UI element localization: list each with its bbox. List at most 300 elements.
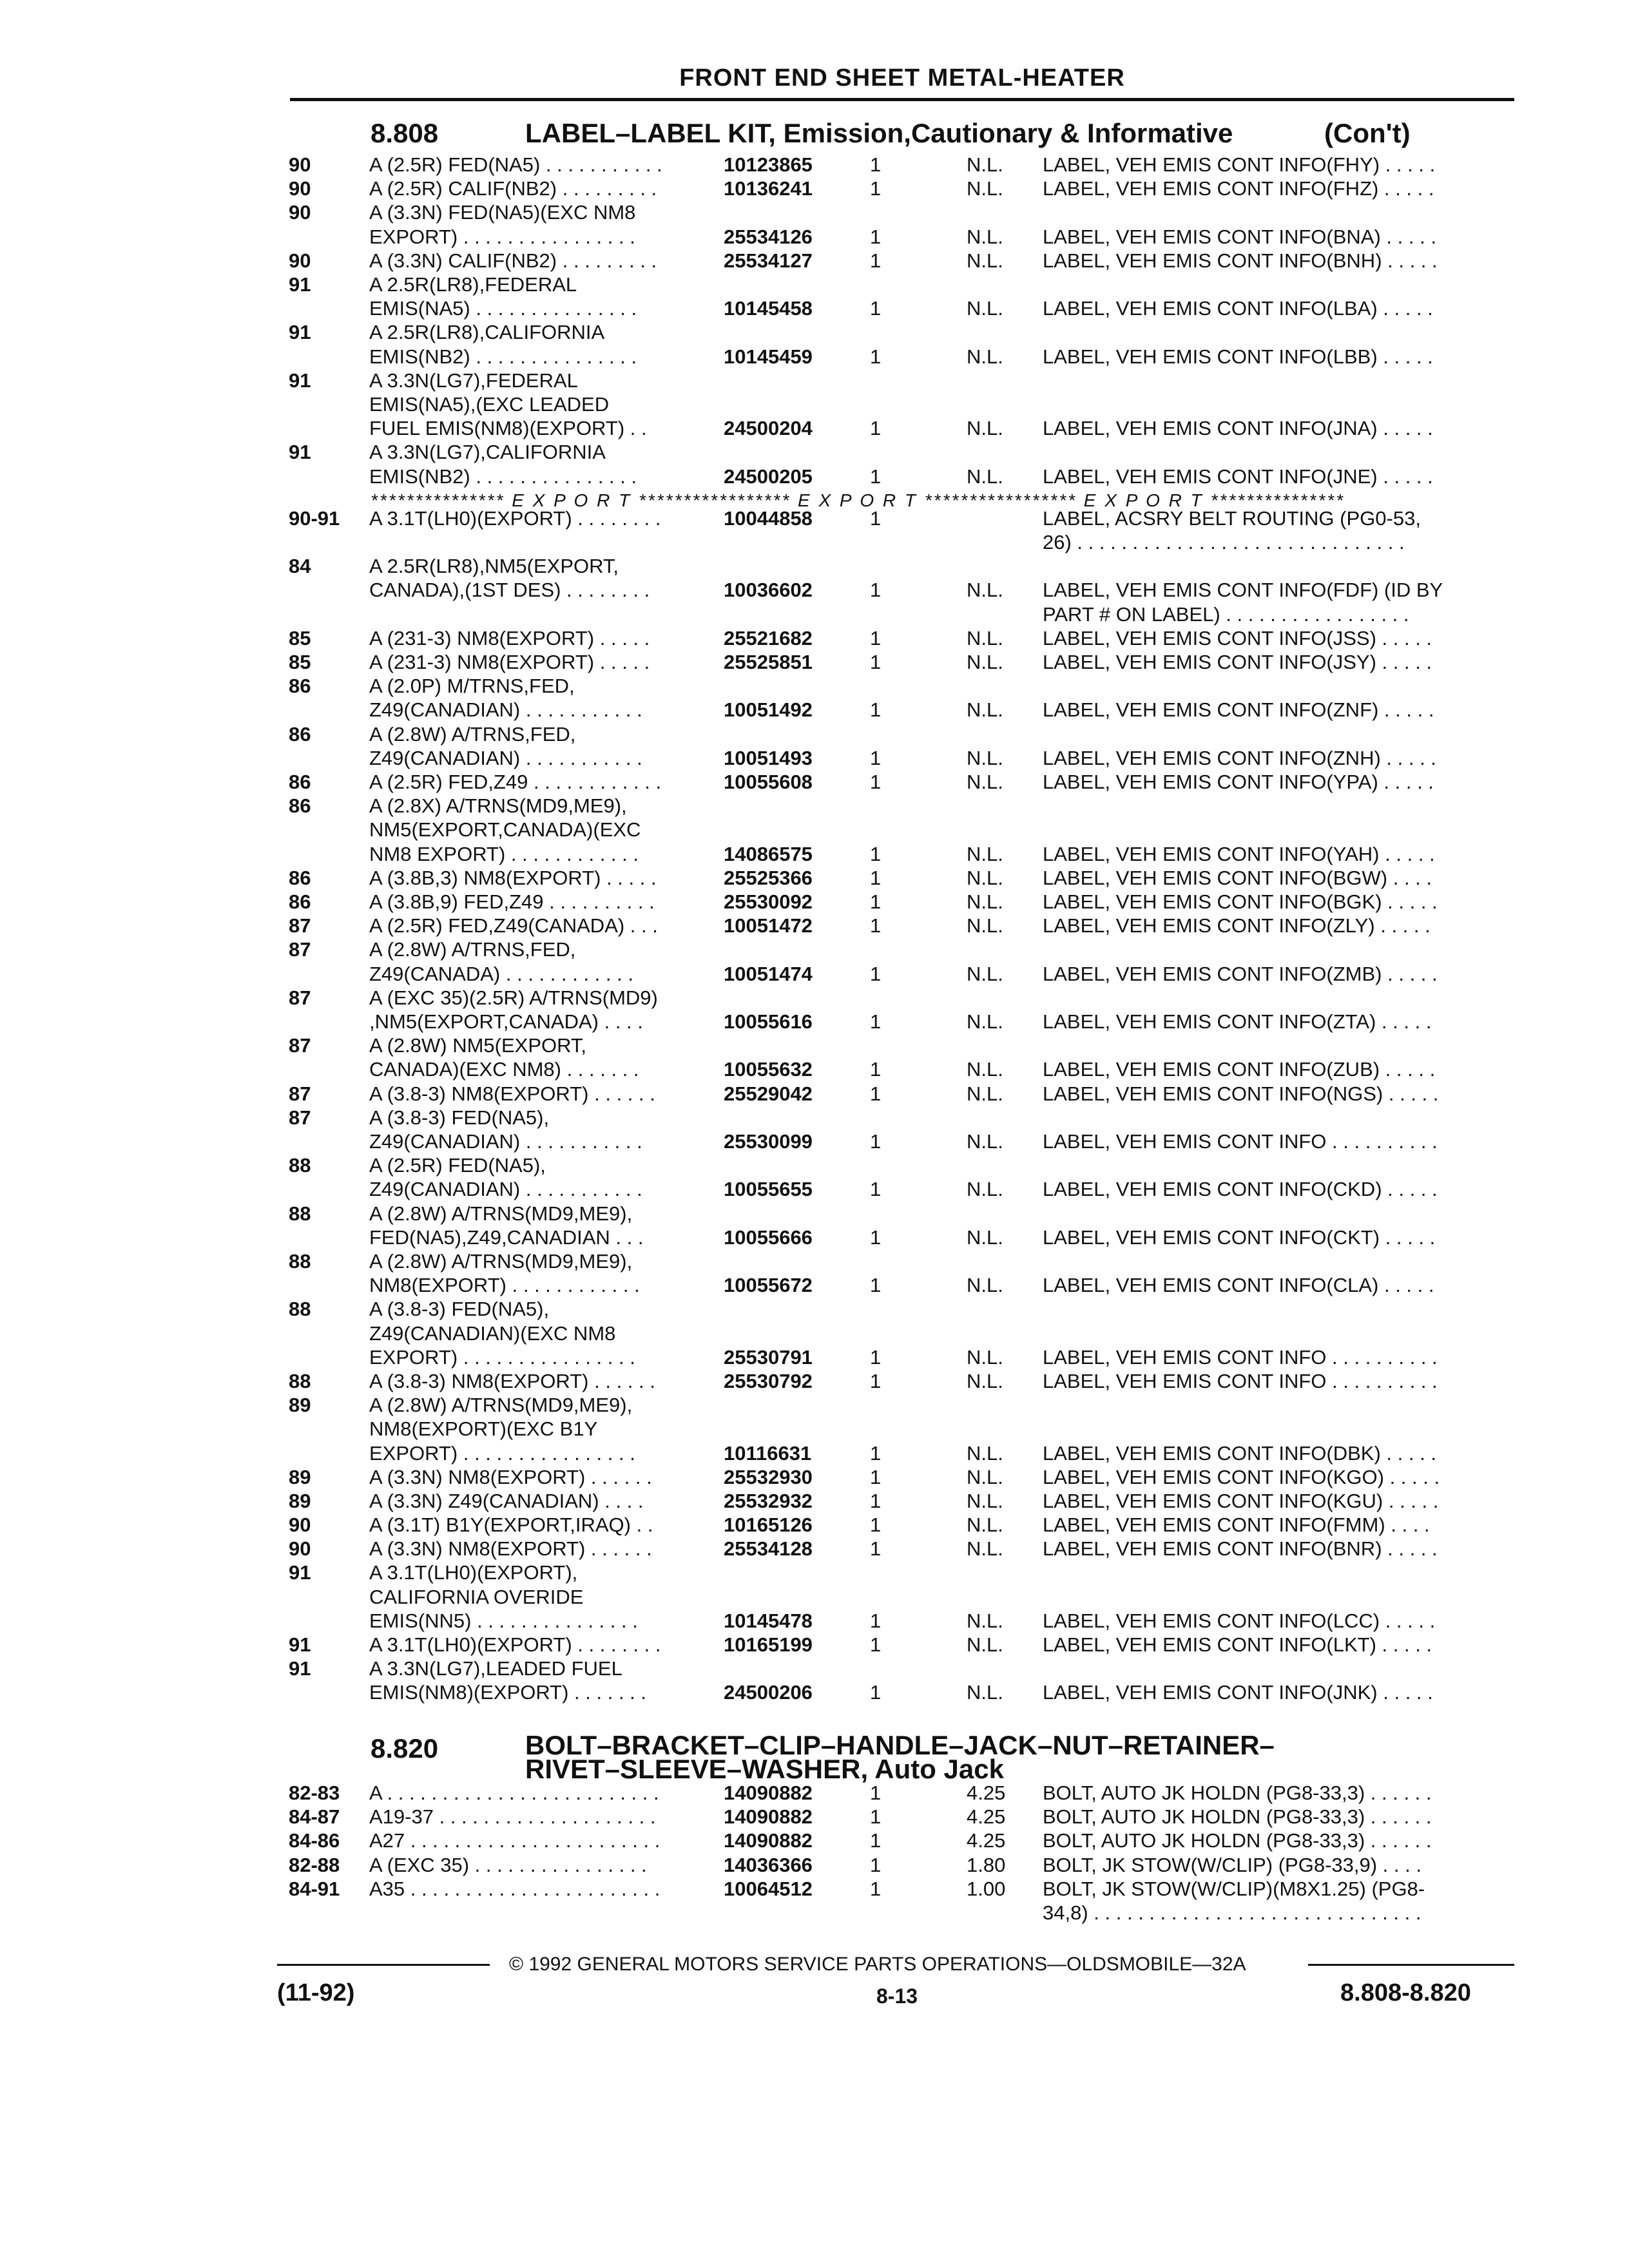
part-name: LABEL, VEH EMIS CONT INFO(NGS) . . . . . (1043, 1082, 1439, 1105)
list-item (0, 1202, 1629, 1225)
quantity: 1 (870, 651, 882, 673)
price: 1.00 (967, 1878, 1006, 1900)
part-name: LABEL, VEH EMIS CONT INFO(JNE) . . . . . (1043, 465, 1433, 488)
figure-number: 90 (289, 201, 311, 224)
part-number: 25525366 (724, 867, 813, 889)
usage-description: EXPORT) . . . . . . . . . . . . . . . . (369, 1346, 635, 1369)
quantity: 1 (870, 1466, 882, 1488)
list-item (0, 1394, 1629, 1417)
part-name: LABEL, VEH EMIS CONT INFO(KGO) . . . . . (1043, 1466, 1440, 1488)
export-separator: *************** E X P O R T ***************** E X P O R T ***************** E X P O R T *************** (371, 490, 1345, 510)
list-item (0, 273, 1629, 296)
footer-section-range: 8.808-8.820 (1340, 1979, 1471, 2006)
part-number: 10036602 (724, 579, 813, 601)
figure-number: 90 (289, 1514, 311, 1536)
figure-number: 84-91 (289, 1878, 340, 1900)
part-name: LABEL, VEH EMIS CONT INFO(JSS) . . . . . (1043, 627, 1432, 649)
part-number: 25521682 (724, 627, 813, 649)
usage-description: A (231-3) NM8(EXPORT) . . . . . (369, 627, 650, 649)
quantity: 1 (870, 627, 882, 649)
part-number: 10055608 (724, 771, 813, 793)
usage-description: A 3.1T(LH0)(EXPORT) . . . . . . . . (369, 507, 661, 530)
part-name: LABEL, VEH EMIS CONT INFO(JNK) . . . . . (1043, 1681, 1433, 1704)
list-item (0, 555, 1629, 578)
quantity: 1 (870, 1633, 882, 1656)
figure-number: 86 (289, 771, 311, 793)
list-item (0, 1178, 1629, 1201)
quantity: 1 (870, 1226, 882, 1249)
list-item (0, 1250, 1629, 1273)
list-item (0, 1805, 1629, 1829)
part-number: 14090882 (724, 1782, 813, 1804)
list-item (0, 818, 1629, 841)
usage-description: A 2.5R(LR8),FEDERAL (369, 273, 577, 296)
quantity: 1 (870, 1442, 882, 1465)
price: N.L. (967, 1082, 1003, 1105)
quantity: 1 (870, 507, 882, 530)
price: N.L. (967, 1490, 1003, 1512)
list-item (0, 417, 1629, 440)
list-item (0, 1657, 1629, 1680)
list-item (0, 890, 1629, 914)
figure-number: 85 (289, 651, 311, 673)
price: 4.25 (967, 1805, 1006, 1828)
list-item (0, 1490, 1629, 1513)
usage-description: A (2.8X) A/TRNS(MD9,ME9), (369, 794, 627, 817)
list-item (0, 1633, 1629, 1657)
list-item (0, 153, 1629, 177)
part-name: LABEL, VEH EMIS CONT INFO(KGU) . . . . . (1043, 1490, 1439, 1512)
quantity: 1 (870, 1537, 882, 1560)
usage-description: A (2.8W) A/TRNS(MD9,ME9), (369, 1202, 633, 1225)
part-name: LABEL, VEH EMIS CONT INFO(ZNH) . . . . . (1043, 747, 1436, 769)
price: N.L. (967, 963, 1003, 985)
part-name: BOLT, JK STOW(W/CLIP)(M8X1.25) (PG8- (1043, 1878, 1425, 1900)
list-item (0, 1274, 1629, 1297)
price: N.L. (967, 1681, 1003, 1704)
usage-description: A 3.1T(LH0)(EXPORT), (369, 1561, 578, 1584)
usage-description: EXPORT) . . . . . . . . . . . . . . . . (369, 226, 635, 248)
price: N.L. (967, 1274, 1003, 1296)
list-item (0, 297, 1629, 320)
list-item (0, 579, 1629, 602)
price: N.L. (967, 1226, 1003, 1249)
list-item (0, 747, 1629, 770)
usage-description: A (2.8W) NM5(EXPORT, (369, 1034, 587, 1057)
part-name: LABEL, VEH EMIS CONT INFO(BNH) . . . . . (1043, 249, 1438, 272)
part-name: LABEL, VEH EMIS CONT INFO(YAH) . . . . . (1043, 843, 1435, 865)
usage-description: Z49(CANADIAN) . . . . . . . . . . . (369, 698, 642, 721)
usage-description: A (3.8B,3) NM8(EXPORT) . . . . . (369, 867, 657, 889)
part-number: 10051492 (724, 698, 813, 721)
figure-number: 87 (289, 938, 311, 961)
usage-description: A (3.3N) NM8(EXPORT) . . . . . . (369, 1537, 652, 1560)
part-number: 25532930 (724, 1466, 813, 1488)
part-number: 10064512 (724, 1878, 813, 1900)
part-name: LABEL, VEH EMIS CONT INFO(CKT) . . . . . (1043, 1226, 1436, 1249)
figure-number: 87 (289, 1082, 311, 1105)
part-name: LABEL, VEH EMIS CONT INFO(ZNF) . . . . . (1043, 698, 1434, 721)
quantity: 1 (870, 1130, 882, 1153)
part-name: BOLT, AUTO JK HOLDN (PG8-33,3) . . . . . . (1043, 1829, 1432, 1852)
price: N.L. (967, 177, 1003, 200)
figure-number: 82-83 (289, 1782, 340, 1804)
figure-number: 84-87 (289, 1805, 340, 1828)
part-name: LABEL, VEH EMIS CONT INFO(BNR) . . . . . (1043, 1537, 1438, 1560)
quantity: 1 (870, 1854, 882, 1876)
part-name: LABEL, VEH EMIS CONT INFO . . . . . . . . . . (1043, 1370, 1438, 1392)
list-item (0, 441, 1629, 464)
part-name: LABEL, VEH EMIS CONT INFO(DBK) . . . . . (1043, 1442, 1436, 1465)
figure-number: 89 (289, 1466, 311, 1488)
figure-number: 90 (289, 1537, 311, 1560)
usage-description: A 2.5R(LR8),CALIFORNIA (369, 321, 605, 343)
footer-date: (11-92) (277, 1979, 355, 2006)
quantity: 1 (870, 698, 882, 721)
part-name: BOLT, AUTO JK HOLDN (PG8-33,3) . . . . . . (1043, 1782, 1432, 1804)
header-rule (290, 98, 1514, 101)
price: N.L. (967, 1442, 1003, 1465)
part-name: LABEL, VEH EMIS CONT INFO(BGW) . . . . (1043, 867, 1432, 889)
usage-description: Z49(CANADIAN)(EXC NM8 (369, 1322, 616, 1345)
part-name: LABEL, VEH EMIS CONT INFO(LBA) . . . . . (1043, 297, 1433, 320)
usage-description: A (2.5R) FED,Z49(CANADA) . . . (369, 914, 658, 937)
part-number: 10123865 (724, 153, 813, 176)
quantity: 1 (870, 1082, 882, 1105)
price: 4.25 (967, 1782, 1006, 1804)
list-item (0, 723, 1629, 746)
usage-description: FUEL EMIS(NM8)(EXPORT) . . (369, 417, 647, 439)
list-item (0, 1034, 1629, 1057)
figure-number: 84 (289, 555, 311, 577)
price: N.L. (967, 1466, 1003, 1488)
usage-description: NM8(EXPORT) . . . . . . . . . . . . (369, 1274, 640, 1296)
list-item (0, 465, 1629, 488)
price: 4.25 (967, 1829, 1006, 1852)
price: N.L. (967, 417, 1003, 439)
part-name: LABEL, VEH EMIS CONT INFO(LBB) . . . . . (1043, 345, 1433, 368)
footer-page-number: 8-13 (876, 1984, 918, 2008)
part-name: BOLT, AUTO JK HOLDN (PG8-33,3) . . . . . . (1043, 1805, 1432, 1828)
part-number: 25534126 (724, 226, 813, 248)
quantity: 1 (870, 914, 882, 937)
price: N.L. (967, 226, 1003, 248)
figure-number: 91 (289, 369, 311, 392)
usage-description: A (2.5R) FED(NA5) . . . . . . . . . . . (369, 153, 662, 176)
list-item (0, 867, 1629, 890)
figure-number: 87 (289, 1034, 311, 1057)
part-name: LABEL, VEH EMIS CONT INFO(JNA) . . . . . (1043, 417, 1433, 439)
usage-description: Z49(CANADIAN) . . . . . . . . . . . (369, 747, 642, 769)
part-number: 25525851 (724, 651, 813, 673)
list-item (0, 1466, 1629, 1489)
usage-description: ,NM5(EXPORT,CANADA) . . . . (369, 1010, 643, 1033)
part-number: 24500206 (724, 1681, 813, 1704)
price: N.L. (967, 249, 1003, 272)
usage-description: Z49(CANADIAN) . . . . . . . . . . . (369, 1130, 642, 1153)
part-name: BOLT, JK STOW(W/CLIP) (PG8-33,9) . . . . (1043, 1854, 1422, 1876)
quantity: 1 (870, 1274, 882, 1296)
section-title: LABEL–LABEL KIT, Emission,Cautionary & Informative (525, 118, 1233, 148)
list-item (0, 201, 1629, 224)
quantity: 1 (870, 1178, 882, 1200)
usage-description: EMIS(NA5),(EXC LEADED (369, 393, 610, 416)
price: N.L. (967, 843, 1003, 865)
list-item (0, 963, 1629, 986)
price: N.L. (967, 1346, 1003, 1369)
list-item (0, 1130, 1629, 1153)
quantity: 1 (870, 1610, 882, 1632)
list-item (0, 1226, 1629, 1249)
figure-number: 85 (289, 627, 311, 649)
price: N.L. (967, 867, 1003, 889)
list-item (0, 986, 1629, 1010)
figure-number: 88 (289, 1370, 311, 1392)
part-number: 10051493 (724, 747, 813, 769)
list-item (0, 1154, 1629, 1177)
list-item (0, 345, 1629, 369)
usage-description: EMIS(NM8)(EXPORT) . . . . . . . (369, 1681, 647, 1704)
list-item (0, 603, 1629, 626)
quantity: 1 (870, 579, 882, 601)
quantity: 1 (870, 1782, 882, 1804)
list-item (0, 177, 1629, 200)
part-number: 10055616 (724, 1010, 813, 1033)
part-name: LABEL, VEH EMIS CONT INFO(FDF) (ID BY (1043, 579, 1443, 601)
price: N.L. (967, 1370, 1003, 1392)
page-title: FRONT END SHEET METAL-HEATER (679, 64, 1125, 91)
figure-number: 87 (289, 986, 311, 1009)
usage-description: A 3.3N(LG7),LEADED FUEL (369, 1657, 622, 1680)
quantity: 1 (870, 226, 882, 248)
usage-description: A (3.8-3) FED(NA5), (369, 1106, 550, 1129)
part-number: 10116631 (724, 1442, 812, 1465)
part-name: LABEL, VEH EMIS CONT INFO(FHY) . . . . . (1043, 153, 1436, 176)
part-number: 10136241 (724, 177, 813, 200)
figure-number: 91 (289, 273, 311, 296)
part-name: LABEL, VEH EMIS CONT INFO(ZUB) . . . . . (1043, 1058, 1436, 1081)
list-item (0, 1878, 1629, 1901)
footer-rule-left (277, 1964, 490, 1966)
price: N.L. (967, 1010, 1003, 1033)
part-name: LABEL, VEH EMIS CONT INFO(BGK) . . . . . (1043, 890, 1438, 913)
usage-description: FED(NA5),Z49,CANADIAN . . . (369, 1226, 644, 1249)
figure-number: 87 (289, 1106, 311, 1129)
list-item (0, 651, 1629, 674)
list-item (0, 369, 1629, 392)
figure-number: 87 (289, 914, 311, 937)
price: 1.80 (967, 1854, 1006, 1876)
list-item (0, 1681, 1629, 1704)
price: N.L. (967, 1633, 1003, 1656)
quantity: 1 (870, 963, 882, 985)
quantity: 1 (870, 843, 882, 865)
list-item (0, 1010, 1629, 1033)
part-number: 10145459 (724, 345, 813, 368)
figure-number: 86 (289, 867, 311, 889)
usage-description: A (2.8W) A/TRNS,FED, (369, 938, 576, 961)
part-number: 10044858 (724, 507, 813, 530)
part-number: 25530791 (724, 1346, 813, 1369)
usage-description: A 3.3N(LG7),CALIFORNIA (369, 441, 606, 463)
usage-description: A 3.3N(LG7),FEDERAL (369, 369, 578, 392)
price: N.L. (967, 627, 1003, 649)
list-item (0, 1058, 1629, 1081)
quantity: 1 (870, 465, 882, 488)
section-title-line-2: RIVET–SLEEVE–WASHER, Auto Jack (525, 1754, 1004, 1784)
part-name: LABEL, VEH EMIS CONT INFO(CKD) . . . . . (1043, 1178, 1438, 1200)
part-number: 10055632 (724, 1058, 813, 1081)
price: N.L. (967, 1610, 1003, 1632)
part-name: 26) . . . . . . . . . . . . . . . . . . . . . . . . . . . . . . (1043, 531, 1405, 553)
part-name: LABEL, VEH EMIS CONT INFO(ZLY) . . . . . (1043, 914, 1431, 937)
list-item (0, 843, 1629, 866)
list-item (0, 771, 1629, 794)
list-item (0, 1610, 1629, 1633)
usage-description: A (231-3) NM8(EXPORT) . . . . . (369, 651, 650, 673)
list-item (0, 1829, 1629, 1852)
part-number: 10165199 (724, 1633, 813, 1656)
quantity: 1 (870, 1681, 882, 1704)
list-item (0, 226, 1629, 249)
price: N.L. (967, 1178, 1003, 1200)
usage-description: EMIS(NA5) . . . . . . . . . . . . . . . (369, 297, 637, 320)
usage-description: A (2.8W) A/TRNS,FED, (369, 723, 576, 745)
list-item (0, 1322, 1629, 1345)
part-number: 14086575 (724, 843, 813, 865)
usage-description: A 2.5R(LR8),NM5(EXPORT, (369, 555, 619, 577)
figure-number: 84-86 (289, 1829, 340, 1852)
figure-number: 88 (289, 1154, 311, 1177)
usage-description: NM8 EXPORT) . . . . . . . . . . . . (369, 843, 639, 865)
figure-number: 88 (289, 1202, 311, 1225)
usage-description: A (2.8W) A/TRNS(MD9,ME9), (369, 1394, 633, 1416)
usage-description: A (3.3N) Z49(CANADIAN) . . . . (369, 1490, 644, 1512)
quantity: 1 (870, 747, 882, 769)
price: N.L. (967, 1130, 1003, 1153)
part-name: LABEL, VEH EMIS CONT INFO(YPA) . . . . . (1043, 771, 1434, 793)
price: N.L. (967, 297, 1003, 320)
list-item (0, 321, 1629, 344)
part-number: 24500204 (724, 417, 813, 439)
price: N.L. (967, 465, 1003, 488)
usage-description: A (3.8-3) NM8(EXPORT) . . . . . . (369, 1082, 655, 1105)
list-item (0, 1854, 1629, 1877)
usage-description: CANADA),(1ST DES) . . . . . . . . (369, 579, 650, 601)
part-name: LABEL, ACSRY BELT ROUTING (PG0-53, (1043, 507, 1421, 530)
figure-number: 89 (289, 1394, 311, 1416)
list-item (0, 1586, 1629, 1609)
part-number: 25534128 (724, 1537, 813, 1560)
part-name: LABEL, VEH EMIS CONT INFO(FHZ) . . . . . (1043, 177, 1434, 200)
usage-description: A (3.3N) FED(NA5)(EXC NM8 (369, 201, 636, 224)
list-item (0, 675, 1629, 698)
usage-description: A35 . . . . . . . . . . . . . . . . . . . . . . . (369, 1878, 660, 1900)
list-item (0, 249, 1629, 273)
usage-description: EMIS(NB2) . . . . . . . . . . . . . . . (369, 345, 637, 368)
part-name: LABEL, VEH EMIS CONT INFO(ZMB) . . . . . (1043, 963, 1438, 985)
list-item (0, 1561, 1629, 1584)
usage-description: A . . . . . . . . . . . . . . . . . . . . . . . . . (369, 1782, 659, 1804)
part-number: 14090882 (724, 1805, 813, 1828)
usage-description: A (3.8B,9) FED,Z49 . . . . . . . . . . (369, 890, 655, 913)
usage-description: CALIFORNIA OVERIDE (369, 1586, 584, 1608)
figure-number: 88 (289, 1298, 311, 1320)
part-number: 24500205 (724, 465, 813, 488)
list-item (0, 1537, 1629, 1561)
price: N.L. (967, 345, 1003, 368)
usage-description: NM8(EXPORT)(EXC B1Y (369, 1418, 598, 1440)
quantity: 1 (870, 867, 882, 889)
quantity: 1 (870, 890, 882, 913)
list-item (0, 507, 1629, 530)
usage-description: A (2.5R) FED,Z49 . . . . . . . . . . . . (369, 771, 662, 793)
part-number: 10145478 (724, 1610, 813, 1632)
figure-number: 88 (289, 1250, 311, 1273)
quantity: 1 (870, 1010, 882, 1033)
part-name: LABEL, VEH EMIS CONT INFO(JSY) . . . . . (1043, 651, 1432, 673)
usage-description: A (3.8-3) FED(NA5), (369, 1298, 550, 1320)
section-number: 8.820 (371, 1733, 439, 1763)
usage-description: A (2.8W) A/TRNS(MD9,ME9), (369, 1250, 633, 1273)
part-name: 34,8) . . . . . . . . . . . . . . . . . . . . . . . . . . . . . . (1043, 1901, 1422, 1924)
quantity: 1 (870, 297, 882, 320)
figure-number: 86 (289, 723, 311, 745)
quantity: 1 (870, 417, 882, 439)
section-number: 8.808 (371, 118, 439, 148)
list-item (0, 1298, 1629, 1321)
part-number: 10055672 (724, 1274, 813, 1296)
list-item (0, 1514, 1629, 1537)
usage-description: Z49(CANADA) . . . . . . . . . . . . (369, 963, 633, 985)
quantity: 1 (870, 1878, 882, 1900)
usage-description: A (2.5R) CALIF(NB2) . . . . . . . . . (369, 177, 657, 200)
list-item (0, 1346, 1629, 1369)
usage-description: A 3.1T(LH0)(EXPORT) . . . . . . . . (369, 1633, 661, 1656)
figure-number: 90-91 (289, 507, 340, 530)
part-name: LABEL, VEH EMIS CONT INFO(CLA) . . . . . (1043, 1274, 1434, 1296)
usage-description: EMIS(NN5) . . . . . . . . . . . . . . . (369, 1610, 638, 1632)
part-number: 10051474 (724, 963, 813, 985)
list-item (0, 1901, 1629, 1925)
list-item (0, 393, 1629, 416)
list-item (0, 1106, 1629, 1129)
part-number: 25530092 (724, 890, 813, 913)
part-number: 10055666 (724, 1226, 813, 1249)
quantity: 1 (870, 153, 882, 176)
figure-number: 91 (289, 321, 311, 343)
quantity: 1 (870, 1370, 882, 1392)
part-number: 10055655 (724, 1178, 813, 1200)
figure-number: 89 (289, 1490, 311, 1512)
usage-description: A19-37 . . . . . . . . . . . . . . . . . . . . (369, 1805, 656, 1828)
price: N.L. (967, 153, 1003, 176)
price: N.L. (967, 579, 1003, 601)
quantity: 1 (870, 1346, 882, 1369)
usage-description: A (3.3N) CALIF(NB2) . . . . . . . . . (369, 249, 657, 272)
footer-rule-right (1308, 1964, 1514, 1966)
part-name: LABEL, VEH EMIS CONT INFO(LKT) . . . . . (1043, 1633, 1432, 1656)
list-item (0, 531, 1629, 554)
figure-number: 90 (289, 249, 311, 272)
price: N.L. (967, 1514, 1003, 1536)
usage-description: CANADA)(EXC NM8) . . . . . . . (369, 1058, 639, 1081)
quantity: 1 (870, 1805, 882, 1828)
quantity: 1 (870, 249, 882, 272)
quantity: 1 (870, 771, 882, 793)
usage-description: A (2.0P) M/TRNS,FED, (369, 675, 575, 697)
quantity: 1 (870, 1490, 882, 1512)
